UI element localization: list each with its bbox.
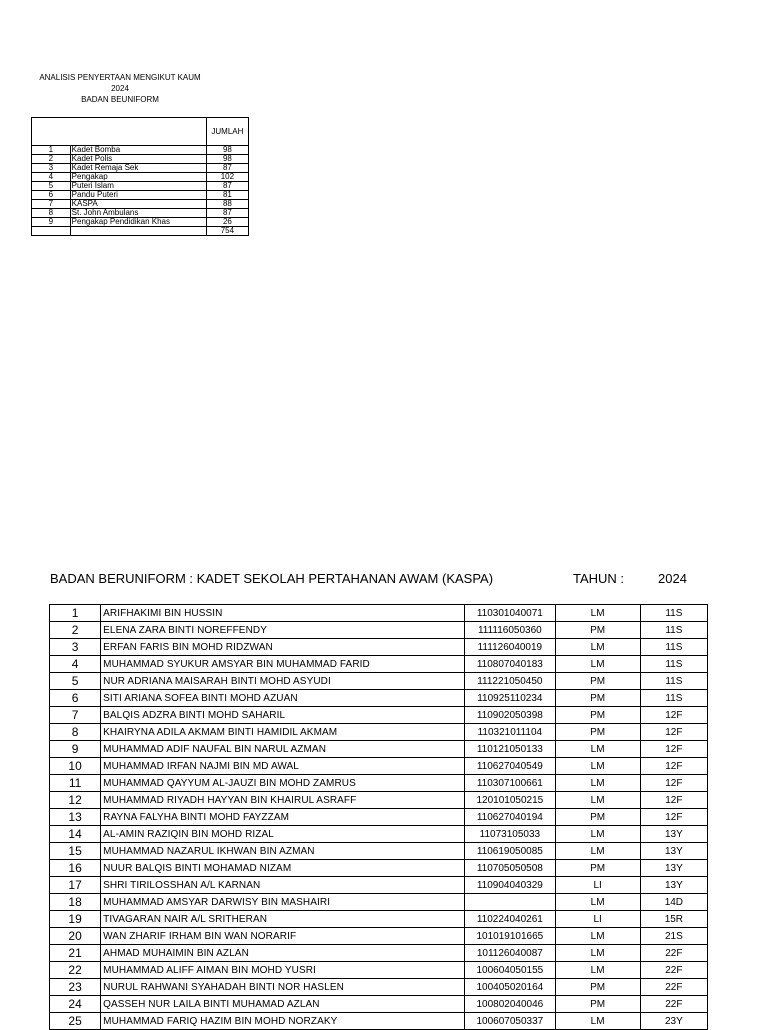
- summary-row-total: 98: [206, 146, 248, 155]
- roster-row-number: 6: [50, 690, 101, 707]
- roster-row-class: 12F: [640, 724, 707, 741]
- summary-row-total: 87: [206, 182, 248, 191]
- roster-row-name: SITI ARIANA SOFEA BINTI MOHD AZUAN: [101, 690, 465, 707]
- roster-year-label: TAHUN :: [573, 571, 625, 586]
- roster-row-number: 2: [50, 622, 101, 639]
- summary-grand-total: 754: [206, 227, 248, 236]
- roster-row-ic: 110307100661: [465, 775, 555, 792]
- roster-row-code: LM: [555, 741, 640, 758]
- roster-row: [50, 945, 708, 962]
- roster-row-ic: 110627040194: [465, 809, 555, 826]
- roster-row: [50, 979, 708, 996]
- roster-row-ic: 100604050155: [465, 962, 555, 979]
- summary-row-total: 87: [206, 209, 248, 218]
- summary-row: [32, 191, 249, 200]
- roster-row-number: 3: [50, 639, 101, 656]
- roster-row-name: NURUL RAHWANI SYAHADAH BINTI NOR HASLEN: [101, 979, 465, 996]
- summary-header-blank: [32, 118, 71, 146]
- roster-row-ic: 101019101665: [465, 928, 555, 945]
- summary-row-name: Kadet Remaja Sek: [70, 164, 206, 173]
- roster-row-name: WAN ZHARIF IRHAM BIN WAN NORARIF: [101, 928, 465, 945]
- roster-row-code: PM: [555, 860, 640, 877]
- roster-row-code: LM: [555, 945, 640, 962]
- roster-row: [50, 656, 708, 673]
- roster-row: [50, 690, 708, 707]
- summary-total-row: [32, 227, 249, 236]
- roster-row-name: ERFAN FARIS BIN MOHD RIDZWAN: [101, 639, 465, 656]
- roster-row-ic: 110224040261: [465, 911, 555, 928]
- roster-row-code: LM: [555, 826, 640, 843]
- roster-row-class: 11S: [640, 605, 707, 622]
- roster-row-class: 21S: [640, 928, 707, 945]
- summary-row-number: 4: [32, 173, 71, 182]
- roster-row-number: 7: [50, 707, 101, 724]
- roster-row-code: LI: [555, 911, 640, 928]
- summary-row: [32, 218, 249, 227]
- summary-row-name: KASPA: [70, 200, 206, 209]
- roster-row-ic: 100607050337: [465, 1013, 555, 1030]
- summary-row-number: 6: [32, 191, 71, 200]
- roster-row-class: 11S: [640, 639, 707, 656]
- roster-row: [50, 911, 708, 928]
- roster-row: [50, 622, 708, 639]
- roster-row-number: 16: [50, 860, 101, 877]
- roster-row-ic: 110321011104: [465, 724, 555, 741]
- roster-row-number: 17: [50, 877, 101, 894]
- roster-row-class: 13Y: [640, 826, 707, 843]
- roster-table: [49, 604, 708, 1030]
- roster-row-code: PM: [555, 673, 640, 690]
- roster-row-name: MUHAMMAD RIYADH HAYYAN BIN KHAIRUL ASRAFF: [101, 792, 465, 809]
- summary-title-year: 2024: [111, 84, 129, 93]
- roster-row-name: MUHAMMAD ALIFF AIMAN BIN MOHD YUSRI: [101, 962, 465, 979]
- summary-row-number: 9: [32, 218, 71, 227]
- roster-row-name: MUHAMMAD QAYYUM AL-JAUZI BIN MOHD ZAMRUS: [101, 775, 465, 792]
- summary-header-row: [32, 118, 249, 146]
- summary-row-name: Pandu Puteri: [70, 191, 206, 200]
- roster-org-label: BADAN BERUNIFORM : KADET SEKOLAH PERTAHANAN AWAM (KASPA): [50, 571, 494, 586]
- summary-row-name: St. John Ambulans: [70, 209, 206, 218]
- summary-row-total: 26: [206, 218, 248, 227]
- roster-row-number: 8: [50, 724, 101, 741]
- roster-row-code: PM: [555, 690, 640, 707]
- roster-row-class: 11S: [640, 673, 707, 690]
- roster-row-code: LM: [555, 792, 640, 809]
- summary-row: [32, 146, 249, 155]
- roster-row-name: NUR ADRIANA MAISARAH BINTI MOHD ASYUDI: [101, 673, 465, 690]
- roster-row-number: 11: [50, 775, 101, 792]
- roster-row-class: 11S: [640, 690, 707, 707]
- roster-row-name: MUHAMMAD NAZARUL IKHWAN BIN AZMAN: [101, 843, 465, 860]
- roster-row-ic: 110925110234: [465, 690, 555, 707]
- roster-row-ic: 100405020164: [465, 979, 555, 996]
- roster-row-class: 23Y: [640, 1013, 707, 1030]
- roster-row-name: SHRI TIRILOSSHAN A/L KARNAN: [101, 877, 465, 894]
- roster-row-code: LM: [555, 775, 640, 792]
- roster-row-ic: 110301040071: [465, 605, 555, 622]
- roster-row-code: PM: [555, 996, 640, 1013]
- roster-row-code: LM: [555, 639, 640, 656]
- roster-row: [50, 758, 708, 775]
- summary-title-line1: ANALISIS PENYERTAAN MENGIKUT KAUM: [39, 73, 201, 82]
- roster-row-class: 12F: [640, 741, 707, 758]
- summary-header-blank: [70, 118, 206, 146]
- roster-row: [50, 639, 708, 656]
- roster-row-code: LM: [555, 894, 640, 911]
- roster-row-name: MUHAMMAD SYUKUR AMSYAR BIN MUHAMMAD FARID: [101, 656, 465, 673]
- roster-row-code: PM: [555, 622, 640, 639]
- roster-row-ic: [465, 894, 555, 911]
- roster-row: [50, 775, 708, 792]
- summary-row-total: 102: [206, 173, 248, 182]
- roster-row-number: 14: [50, 826, 101, 843]
- summary-row-number: 2: [32, 155, 71, 164]
- roster-row-ic: 110807040183: [465, 656, 555, 673]
- roster-row-name: KHAIRYNA ADILA AKMAM BINTI HAMIDIL AKMAM: [101, 724, 465, 741]
- summary-total-blank: [70, 227, 206, 236]
- roster-row-number: 12: [50, 792, 101, 809]
- summary-title-line3: BADAN BEUNIFORM: [81, 95, 159, 104]
- roster-row-name: AHMAD MUHAIMIN BIN AZLAN: [101, 945, 465, 962]
- roster-row-class: 22F: [640, 979, 707, 996]
- roster-row-code: LM: [555, 962, 640, 979]
- roster-row-code: LM: [555, 843, 640, 860]
- roster-row-ic: 110121050133: [465, 741, 555, 758]
- roster-row: [50, 877, 708, 894]
- roster-row-number: 5: [50, 673, 101, 690]
- summary-row: [32, 200, 249, 209]
- roster-row-number: 4: [50, 656, 101, 673]
- roster-row: [50, 724, 708, 741]
- roster-row-class: 22F: [640, 945, 707, 962]
- roster-row: [50, 1013, 708, 1030]
- summary-row-total: 88: [206, 200, 248, 209]
- summary-row: [32, 164, 249, 173]
- roster-row-code: LI: [555, 877, 640, 894]
- roster-row-code: LM: [555, 656, 640, 673]
- roster-row: [50, 707, 708, 724]
- summary-total-blank: [32, 227, 71, 236]
- roster-row: [50, 809, 708, 826]
- roster-row-class: 11S: [640, 656, 707, 673]
- summary-row-number: 3: [32, 164, 71, 173]
- roster-row-class: 12F: [640, 758, 707, 775]
- roster-row-ic: 110627040549: [465, 758, 555, 775]
- roster-row-number: 18: [50, 894, 101, 911]
- summary-row-total: 81: [206, 191, 248, 200]
- roster-row: [50, 792, 708, 809]
- summary-row-number: 8: [32, 209, 71, 218]
- roster-row-ic: 111221050450: [465, 673, 555, 690]
- roster-row-code: PM: [555, 809, 640, 826]
- roster-row-ic: 120101050215: [465, 792, 555, 809]
- summary-row-name: Pengakap Pendidikan Khas: [70, 218, 206, 227]
- summary-table: [31, 117, 249, 236]
- roster-row-class: 13Y: [640, 860, 707, 877]
- roster-row-ic: 110902050398: [465, 707, 555, 724]
- roster-row: [50, 894, 708, 911]
- roster-row-code: PM: [555, 724, 640, 741]
- roster-row-ic: 101126040087: [465, 945, 555, 962]
- roster-row-name: BALQIS ADZRA BINTI MOHD SAHARIL: [101, 707, 465, 724]
- summary-row: [32, 182, 249, 191]
- roster-row-class: 12F: [640, 792, 707, 809]
- roster-row-ic: 111126040019: [465, 639, 555, 656]
- summary-row-name: Puteri Islam: [70, 182, 206, 191]
- roster-year-value: 2024: [658, 571, 687, 586]
- roster-row-number: 1: [50, 605, 101, 622]
- roster-row: [50, 741, 708, 758]
- summary-row-number: 5: [32, 182, 71, 191]
- roster-row: [50, 962, 708, 979]
- roster-row-class: 12F: [640, 707, 707, 724]
- roster-row-number: 9: [50, 741, 101, 758]
- roster-row-name: MUHAMMAD IRFAN NAJMI BIN MD AWAL: [101, 758, 465, 775]
- roster-row-name: NUUR BALQIS BINTI MOHAMAD NIZAM: [101, 860, 465, 877]
- roster-row-number: 13: [50, 809, 101, 826]
- roster-row-number: 21: [50, 945, 101, 962]
- summary-row: [32, 155, 249, 164]
- roster-row: [50, 605, 708, 622]
- roster-row-class: 13Y: [640, 877, 707, 894]
- roster-row-name: QASSEH NUR LAILA BINTI MUHAMAD AZLAN: [101, 996, 465, 1013]
- summary-row-total: 98: [206, 155, 248, 164]
- roster-row-name: TIVAGARAN NAIR A/L SRITHERAN: [101, 911, 465, 928]
- summary-row-number: 1: [32, 146, 71, 155]
- roster-row: [50, 860, 708, 877]
- roster-row-ic: 110904040329: [465, 877, 555, 894]
- roster-row-code: LM: [555, 928, 640, 945]
- summary-row-number: 7: [32, 200, 71, 209]
- roster-row-ic: 110619050085: [465, 843, 555, 860]
- roster-row-number: 10: [50, 758, 101, 775]
- roster-row: [50, 826, 708, 843]
- summary-row: [32, 209, 249, 218]
- summary-row-total: 87: [206, 164, 248, 173]
- roster-row-number: 15: [50, 843, 101, 860]
- summary-header-jumlah: JUMLAH: [206, 118, 248, 146]
- roster-row-name: ARIFHAKIMI BIN HUSSIN: [101, 605, 465, 622]
- summary-row: [32, 173, 249, 182]
- roster-row-class: 12F: [640, 775, 707, 792]
- roster-row-ic: 111116050360: [465, 622, 555, 639]
- roster-row-class: 14D: [640, 894, 707, 911]
- roster-row-class: 13Y: [640, 843, 707, 860]
- roster-row-class: 12F: [640, 809, 707, 826]
- roster-row-number: 23: [50, 979, 101, 996]
- roster-row-number: 20: [50, 928, 101, 945]
- roster-row-class: 22F: [640, 996, 707, 1013]
- summary-row-name: Kadet Polis: [70, 155, 206, 164]
- roster-row-name: ELENA ZARA BINTI NOREFFENDY: [101, 622, 465, 639]
- roster-row: [50, 673, 708, 690]
- roster-row-code: PM: [555, 707, 640, 724]
- roster-row-number: 24: [50, 996, 101, 1013]
- roster-row: [50, 843, 708, 860]
- roster-title: [50, 569, 700, 589]
- roster-row-ic: 110705050508: [465, 860, 555, 877]
- roster-row-name: MUHAMMAD FARIQ HAZIM BIN MOHD NORZAKY: [101, 1013, 465, 1030]
- roster-row-name: MUHAMMAD ADIF NAUFAL BIN NARUL AZMAN: [101, 741, 465, 758]
- roster-row-class: 22F: [640, 962, 707, 979]
- roster-row-ic: 100802040046: [465, 996, 555, 1013]
- roster-row-code: PM: [555, 979, 640, 996]
- roster-row-number: 19: [50, 911, 101, 928]
- roster-row-number: 22: [50, 962, 101, 979]
- roster-row-code: LM: [555, 1013, 640, 1030]
- roster-row: [50, 996, 708, 1013]
- roster-row-code: LM: [555, 605, 640, 622]
- roster-row-class: 11S: [640, 622, 707, 639]
- roster-row-ic: 11073105033: [465, 826, 555, 843]
- summary-row-name: Kadet Bomba: [70, 146, 206, 155]
- roster-row-code: LM: [555, 758, 640, 775]
- roster-row-name: MUHAMMAD AMSYAR DARWISY BIN MASHAIRI: [101, 894, 465, 911]
- roster-row-name: AL-AMIN RAZIQIN BIN MOHD RIZAL: [101, 826, 465, 843]
- roster-row-class: 15R: [640, 911, 707, 928]
- roster-row-name: RAYNA FALYHA BINTI MOHD FAYZZAM: [101, 809, 465, 826]
- roster-row-number: 25: [50, 1013, 101, 1030]
- summary-row-name: Pengakap: [70, 173, 206, 182]
- roster-row: [50, 928, 708, 945]
